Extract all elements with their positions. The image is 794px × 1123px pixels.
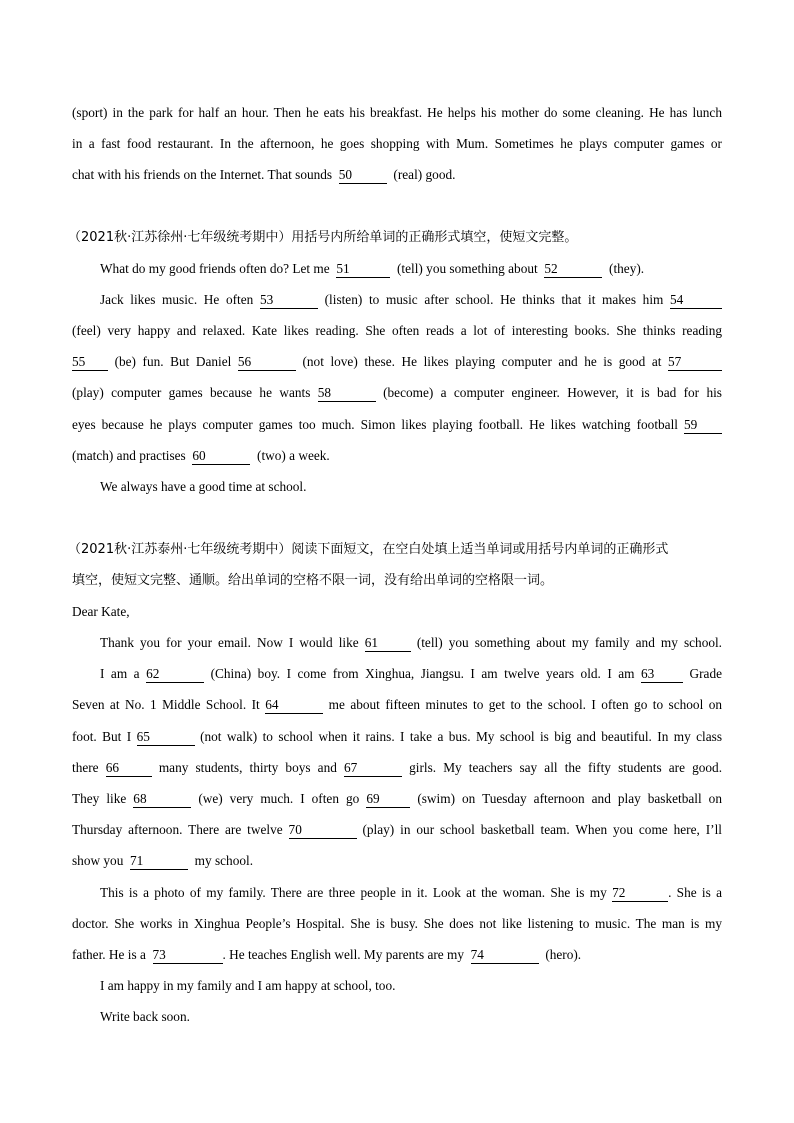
- section3-line4: foot. But I 65 (not walk) to school when it rains. I take a bus. My school is big and beautiful. In my class: [72, 729, 723, 744]
- section3-line2: I am a 62 (China) boy. I come from Xinghua, Jiangsu. I am twelve years old. I am 63 Grade: [100, 666, 723, 681]
- blank-57[interactable]: 57: [668, 355, 722, 371]
- blank-69[interactable]: 69: [366, 792, 410, 808]
- section3-line6: They like 68 (we) very much. I often go 69 (swim) on Tuesday afternoon and play basketball on: [72, 791, 722, 806]
- blank-59[interactable]: 59: [684, 418, 722, 434]
- blank-71[interactable]: 71: [130, 854, 188, 870]
- blank-55[interactable]: 55: [72, 355, 108, 371]
- blank-65[interactable]: 65: [137, 730, 195, 746]
- passage1-line2: in a fast food restaurant. In the afternoon, he goes shopping with Mum. Sometimes he plays computer games or: [72, 136, 722, 151]
- section2-heading: （2021秋·江苏徐州·七年级统考期中）用括号内所给单词的正确形式填空，使短文完整。: [68, 230, 578, 245]
- section3-heading-line1: （2021秋·江苏泰州·七年级统考期中）阅读下面短文，在空白处填上适当单词或用括号内单词的正确形式: [68, 542, 669, 557]
- blank-58[interactable]: 58: [318, 386, 376, 402]
- letter-greeting: Dear Kate,: [72, 604, 130, 619]
- blank-63[interactable]: 63: [641, 667, 683, 683]
- blank-51[interactable]: 51: [336, 262, 390, 278]
- section2-line4: 55 (be) fun. But Daniel 56 (not love) these. He likes playing computer and he is good at 57: [72, 353, 722, 371]
- section3-line5: there 66 many students, thirty boys and 67 girls. My teachers say all the fifty students are good.: [72, 760, 723, 775]
- section3-line7: Thursday afternoon. There are twelve 70 (play) in our school basketball team. When you come here, I’ll: [72, 822, 722, 837]
- section3-line1: Thank you for your email. Now I would like 61 (tell) you something about my family and my school.: [100, 635, 723, 650]
- blank-67[interactable]: 67: [344, 761, 402, 777]
- blank-66[interactable]: 66: [106, 761, 152, 777]
- blank-74[interactable]: 74: [471, 948, 539, 964]
- passage1-line3: chat with his friends on the Internet. That sounds 50 (real) good.: [72, 167, 456, 182]
- section2-line5: (play) computer games because he wants 58 (become) a computer engineer. However, it is bad for his: [72, 385, 722, 400]
- section2-line1: What do my good friends often do? Let me 51 (tell) you something about 52 (they).: [100, 261, 645, 276]
- section3-heading-line2: 填空，使短文完整、通顺。给出单词的空格不限一词，没有给出单词的空格限一词。: [72, 573, 554, 588]
- blank-64[interactable]: 64: [265, 698, 323, 714]
- section3-line12: I am happy in my family and I am happy at school, too.: [100, 978, 396, 993]
- blank-62[interactable]: 62: [146, 667, 204, 683]
- blank-50[interactable]: 50: [339, 168, 387, 184]
- section2-line7: (match) and practises 60 (two) a week.: [72, 448, 330, 463]
- section2-line6: eyes because he plays computer games too much. Simon likes playing football. He likes watching football 59: [72, 416, 722, 434]
- section3-line10: doctor. She works in Xinghua People’s Hospital. She is busy. She does not like listening to music. The man is my: [72, 916, 722, 931]
- section2-line3: (feel) very happy and relaxed. Kate likes reading. She often reads a lot of interesting books. She thinks reading: [72, 323, 722, 338]
- section2-line2: Jack likes music. He often 53 (listen) to music after school. He thinks that it makes him 54: [72, 291, 722, 309]
- blank-68[interactable]: 68: [133, 792, 191, 808]
- blank-72[interactable]: 72: [612, 886, 668, 902]
- blank-70[interactable]: 70: [289, 823, 357, 839]
- blank-52[interactable]: 52: [544, 262, 602, 278]
- section3-line9: This is a photo of my family. There are three people in it. Look at the woman. She is my 72 . She is a: [100, 885, 722, 900]
- blank-53[interactable]: 53: [260, 293, 318, 309]
- blank-54[interactable]: 54: [670, 293, 722, 309]
- section3-line8: show you 71 my school.: [72, 853, 254, 868]
- blank-61[interactable]: 61: [365, 636, 411, 652]
- section3-line3: Seven at No. 1 Middle School. It 64 me about fifteen minutes to get to the school. I often go to school on: [72, 697, 723, 712]
- letter-closing: Write back soon.: [100, 1009, 190, 1024]
- blank-73[interactable]: 73: [153, 948, 223, 964]
- blank-56[interactable]: 56: [238, 355, 296, 371]
- section2-line8: We always have a good time at school.: [100, 479, 307, 494]
- passage1-line1: (sport) in the park for half an hour. Then he eats his breakfast. He helps his mother do some cleaning. He has lunch: [72, 105, 722, 120]
- blank-60[interactable]: 60: [192, 449, 250, 465]
- section3-line11: father. He is a 73 . He teaches English well. My parents are my 74 (hero).: [72, 947, 582, 962]
